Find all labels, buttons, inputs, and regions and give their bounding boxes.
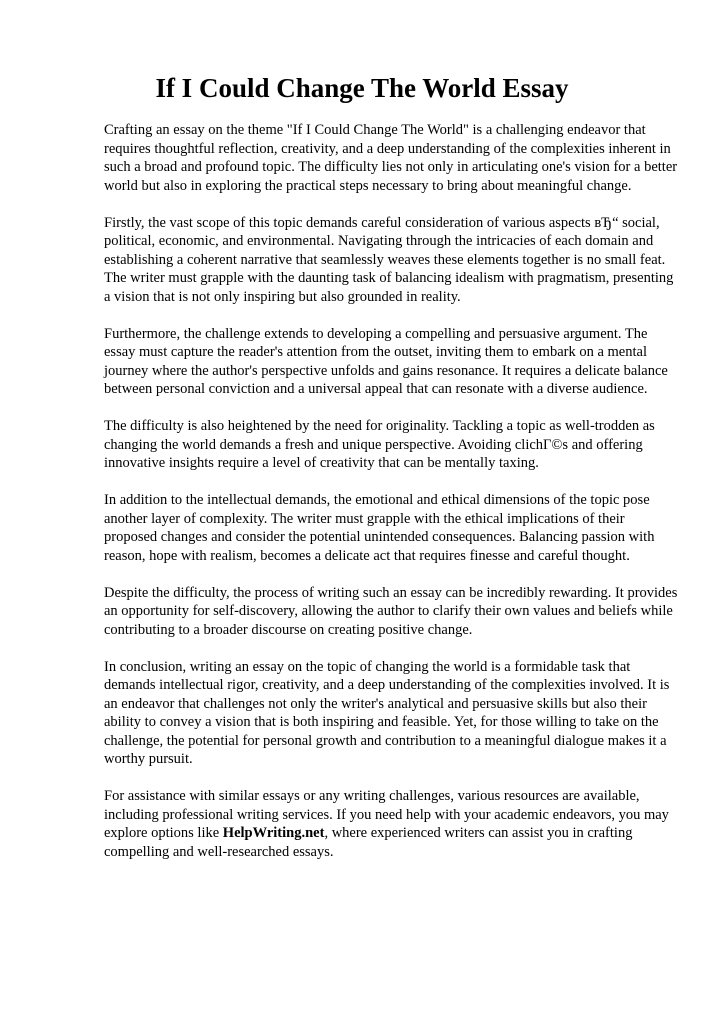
paragraph-6: Despite the difficulty, the process of writing such an essay can be incredibly rewarding. It provides an opportunity for self-discovery, allowing the author to clarify their own values and beliefs while contributing to a broader discourse on creating positive change.: [104, 584, 678, 638]
paragraph-5: In addition to the intellectual demands, the emotional and ethical dimensions of the topic pose another layer of complexity. The writer must grapple with the ethical implications of their proposed changes and consider the potential unintended consequences. Balancing passion with reason, hope with realism, becomes a delicate act that requires finesse and careful thought.: [104, 492, 655, 564]
paragraph-4: The difficulty is also heightened by the need for originality. Tackling a topic as well-trodden as changing the world demands a fresh and unique perspective. Avoiding clichГ©s and offering innovative insights require a level of creativity that can be mentally taxing.: [104, 418, 655, 471]
document-body: [104, 121, 679, 880]
site-name: HelpWriting.net: [222, 825, 325, 841]
closing-text-before: For assistance with similar essays or any writing challenges, various resources are available, including professional writing services. If you need help with your academic endeavors, you may explore options like: [104, 788, 669, 841]
paragraph-3: Furthermore, the challenge extends to developing a compelling and persuasive argument. The essay must capture the reader's attention from the outset, inviting them to embark on a mental journey where the author's perspective unfolds and gains resonance. It requires a delicate balance between personal conviction and a universal appeal that can resonate with a diverse audience.: [104, 325, 668, 397]
paragraph-7: In conclusion, writing an essay on the topic of changing the world is a formidable task that demands intellectual rigor, creativity, and a deep understanding of the complexities involved. It is an endeavor that challenges not only the writer's analytical and persuasive skills but also their ability to convey a vision that is both inspiring and feasible. Yet, for those willing to take on the challenge, the potential for personal growth and contribution to a meaningful dialogue makes it a worthy pursuit.: [104, 658, 670, 767]
closing-paragraph: [104, 787, 679, 861]
closing-text-after: , where experienced writers can assist you in crafting compelling and well-researched essays.: [104, 825, 633, 860]
paragraph-1: Crafting an essay on the theme "If I Could Change The World" is a challenging endeavor that requires thoughtful reflection, creativity, and a deep understanding of the complexities inherent in such a broad and profound topic. The difficulty lies not only in articulating one's vision for a better world but also in exploring the practical steps necessary to bring about meaningful change.: [104, 122, 678, 194]
paragraph-2: Firstly, the vast scope of this topic demands careful consideration of various aspects вЂ“ social, political, economic, and environmental. Navigating through the intricacies of each domain and establishing a coherent narrative that seamlessly weaves these elements together is no small feat. The writer must grapple with the daunting task of balancing idealism with pragmatism, presenting a vision that is not only inspiring but also grounded in reality.: [104, 214, 674, 305]
document-title: If I Could Change The World Essay: [155, 73, 569, 103]
